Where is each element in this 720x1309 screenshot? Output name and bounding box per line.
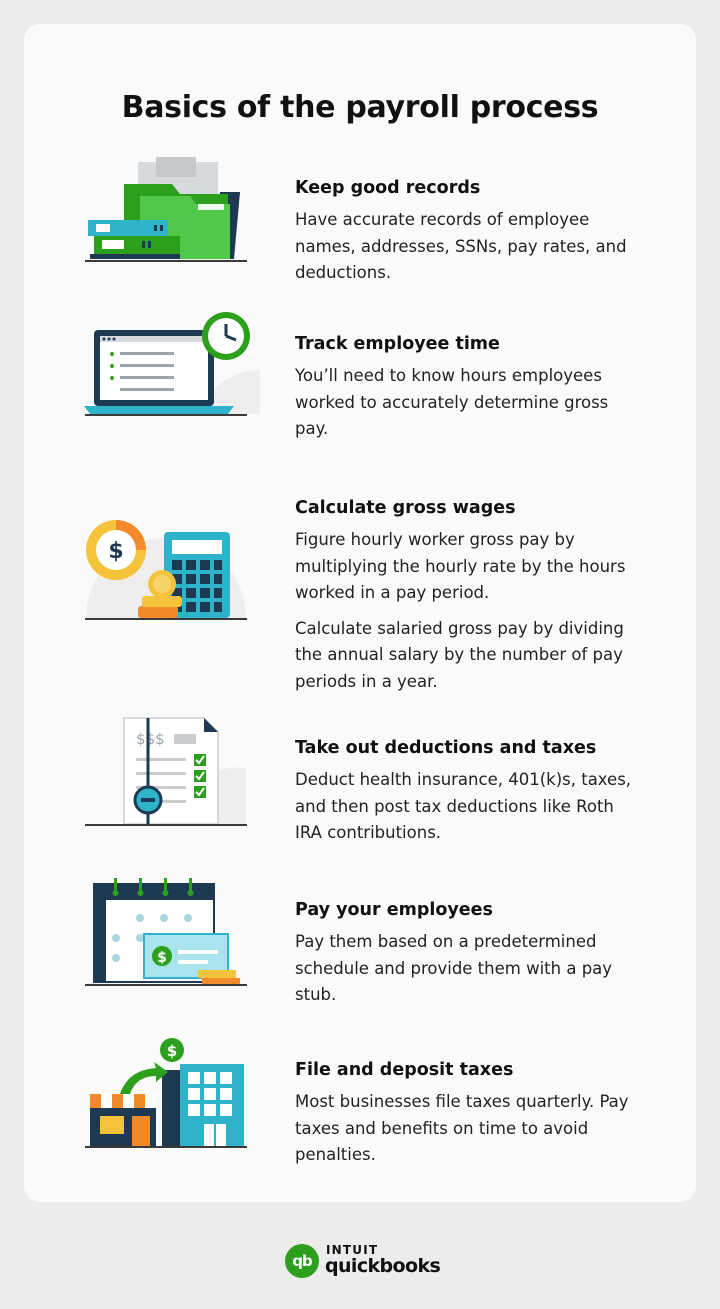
step-body: Calculate salaried gross pay by dividing the annual salary by the number of pay periods in a year. (295, 618, 624, 691)
step-text (295, 900, 635, 1018)
svg-text:$: $ (166, 1042, 178, 1060)
quickbooks-logo (285, 1240, 445, 1284)
step-body: Most businesses file taxes quarterly. Pay taxes and benefits on time to avoid penalties. (295, 1092, 629, 1164)
deductions-document-icon (80, 714, 260, 834)
brand-intuit: INTUIT (326, 1243, 379, 1257)
svg-text:$: $ (108, 539, 124, 564)
laptop-clock-icon (80, 310, 260, 430)
infographic-card (24, 24, 696, 1202)
svg-text:$: $ (157, 950, 167, 966)
step-body: You’ll need to know hours employees worked to accurately determine gross pay. (295, 366, 609, 438)
icon-text: $$$ (136, 730, 165, 748)
step-heading: Track employee time (295, 334, 500, 354)
qb-logo-icon: qb (285, 1244, 319, 1278)
business-buildings-icon (80, 1036, 260, 1156)
step-text (295, 1060, 635, 1178)
step-text (295, 498, 635, 704)
calendar-paycheck-icon (80, 876, 260, 996)
step-heading: Pay your employees (295, 900, 493, 920)
brand-quickbooks: quickbooks (325, 1255, 441, 1277)
page-title: Basics of the payroll process (121, 90, 599, 125)
step-body: Deduct health insurance, 401(k)s, taxes, and then post tax deductions like Roth IRA contributions. (295, 770, 632, 842)
step-body: Have accurate records of employee names, addresses, SSNs, pay rates, and deductions. (295, 210, 627, 282)
step-heading: File and deposit taxes (295, 1060, 514, 1080)
calculator-coins-icon (80, 510, 260, 630)
step-text (295, 334, 635, 452)
step-body: Pay them based on a predetermined schedule and provide them with a pay stub. (295, 932, 613, 1004)
step-text (295, 178, 635, 296)
step-heading: Calculate gross wages (295, 498, 516, 518)
records-folder-icon (80, 154, 260, 274)
step-text (295, 738, 635, 856)
step-body: Figure hourly worker gross pay by multiplying the hourly rate by the hours worked in a pay period. (295, 530, 626, 602)
step-heading: Take out deductions and taxes (295, 738, 597, 758)
step-heading: Keep good records (295, 178, 481, 198)
